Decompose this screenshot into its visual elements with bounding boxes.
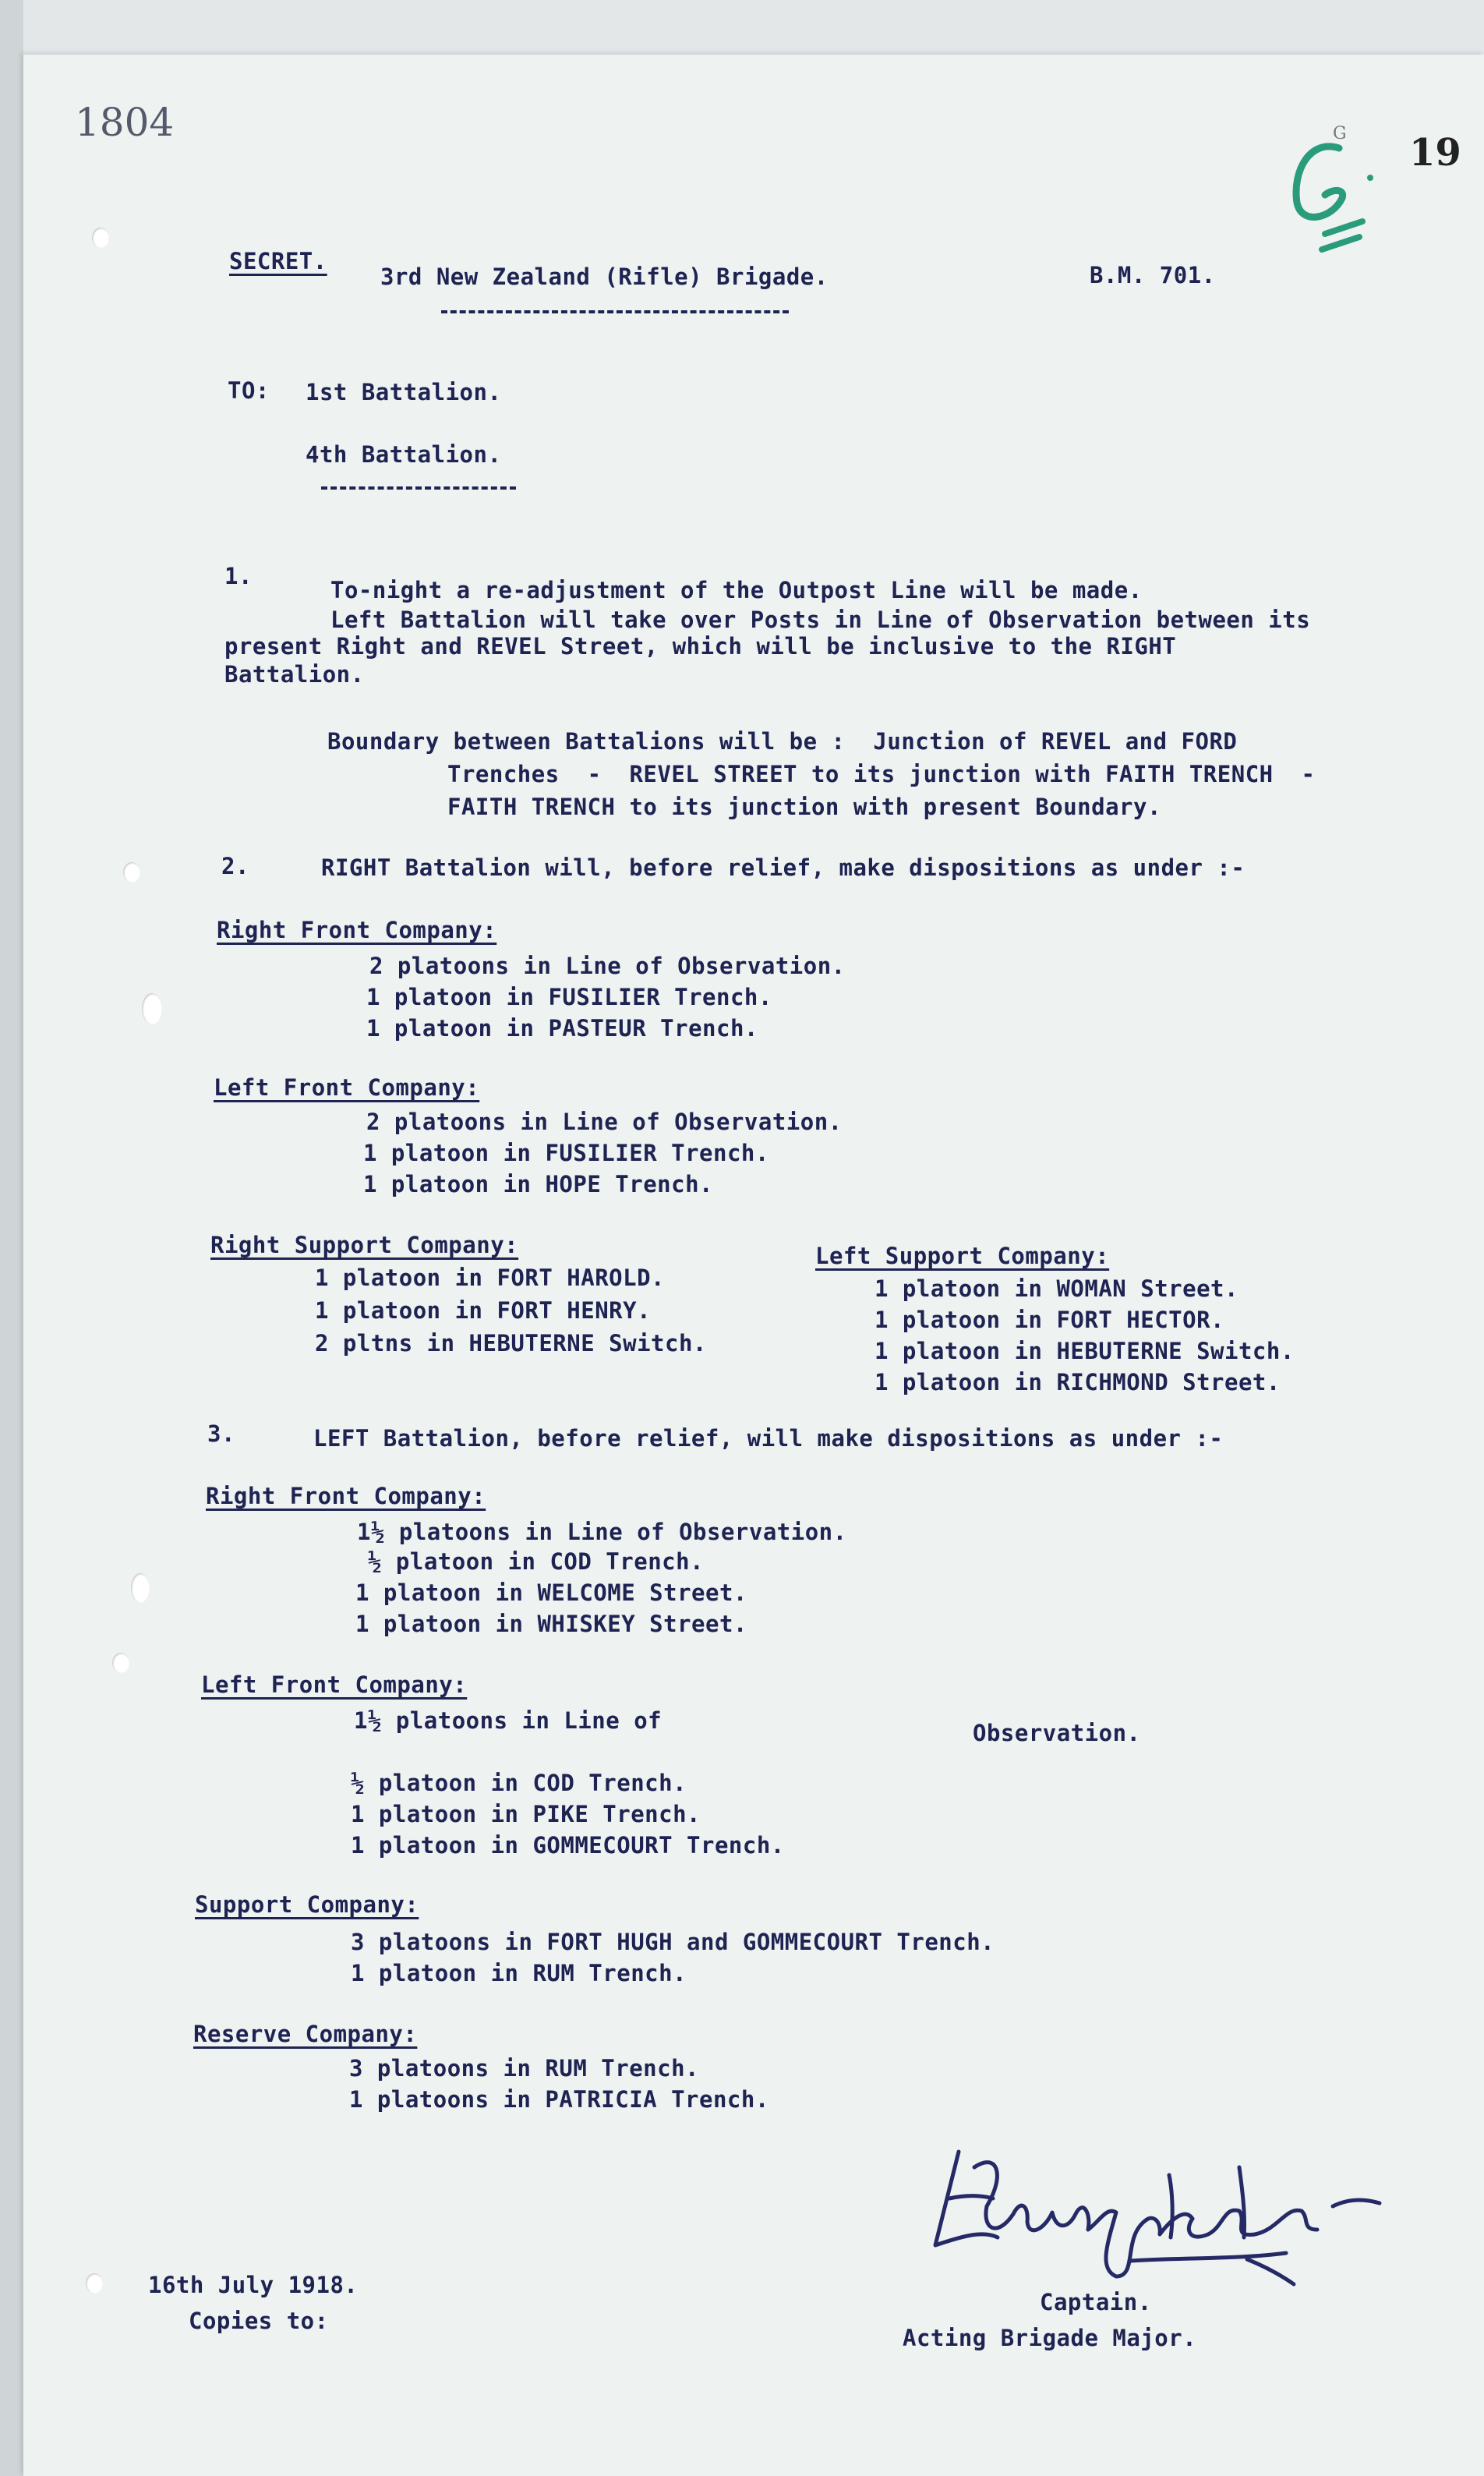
addressee-1st-battalion: 1st Battalion. [306,379,502,405]
folio-number-right: 19 [1409,131,1461,175]
addressee-underline [321,486,516,490]
para1-line2: Left Battalion will take over Posts in Line of Observation between its [330,607,1311,633]
punch-hole [142,993,162,1024]
list-item: 1 platoon in FORT HECTOR. [874,1307,1224,1333]
list-item: 1 platoon in RICHMOND Street. [874,1369,1281,1395]
para3-text: LEFT Battalion, before relief, will make dispositions as under :- [313,1425,1224,1452]
punch-hole [86,2273,103,2294]
support-company-heading: Support Company: [195,1891,419,1918]
list-item: 1 platoon in RUM Trench. [351,1960,687,1986]
para1-line4: Battalion. [224,661,365,688]
list-item: 1 platoon in PIKE Trench. [351,1801,701,1827]
list-item: 1 platoon in GOMMECOURT Trench. [351,1832,785,1859]
list-item: 1 platoon in WHISKEY Street. [355,1611,747,1637]
list-item: 1 platoon in FUSILIER Trench. [363,1140,769,1166]
date: 16th July 1918. [148,2272,359,2298]
list-item-continuation: Observation. [973,1720,1141,1746]
list-item: 2 platoons in Line of Observation. [366,1109,843,1135]
list-item: 2 pltns in HEBUTERNE Switch. [315,1330,707,1356]
para1-line1: To-night a re-adjustment of the Outpost Line will be made. [330,577,1143,603]
list-item: 1 platoon in HEBUTERNE Switch. [874,1338,1295,1364]
to-label: TO: [228,377,270,404]
document-page [23,55,1484,2476]
right-front-company-heading: Right Front Company: [206,1483,486,1509]
stamp-letter: G [1333,124,1347,143]
folio-number-left: 1804 [75,100,175,145]
handwritten-signature [912,2121,1411,2295]
para3-number: 3. [207,1420,235,1447]
list-item: ½ platoon in COD Trench. [351,1770,687,1796]
reserve-company-heading: Reserve Company: [193,2021,418,2047]
list-item: 2 platoons in Line of Observation. [369,953,846,979]
list-item: 1½ platoons in Line of [354,1707,662,1734]
left-front-company-heading: Left Front Company: [214,1074,480,1101]
punch-hole [123,862,140,883]
list-item: 1 platoon in PASTEUR Trench. [366,1015,758,1042]
boundary-line2: Trenches - REVEL STREET to its junction with FAITH TRENCH - [447,761,1316,787]
right-front-company-heading: Right Front Company: [217,917,497,943]
para2-number: 2. [221,853,249,879]
addressee-4th-battalion: 4th Battalion. [306,441,502,468]
scan-left-edge [0,0,23,2476]
list-item: 3 platoons in FORT HUGH and GOMMECOURT Trench. [351,1929,995,1955]
list-item: 1 platoons in PATRICIA Trench. [349,2086,769,2113]
boundary-line3: FAITH TRENCH to its junction with present Boundary. [447,794,1161,820]
list-item: 1 platoon in WELCOME Street. [355,1579,747,1606]
boundary-line1: Boundary between Battalions will be : Junction of REVEL and FORD [327,728,1238,755]
punch-hole [131,1573,150,1603]
punch-hole [112,1653,129,1673]
signatory-rank: Captain. [1040,2289,1152,2315]
list-item: ½ platoon in COD Trench. [368,1548,705,1575]
title-underline [441,310,789,313]
punch-hole [92,228,109,248]
list-item: 1 platoon in FUSILIER Trench. [366,984,772,1010]
list-item: 3 platoons in RUM Trench. [349,2055,699,2082]
list-item: 1 platoon in FORT HENRY. [315,1297,652,1324]
list-item: 1 platoon in HOPE Trench. [363,1171,713,1197]
list-item: 1 platoon in WOMAN Street. [874,1275,1238,1302]
reference-number: B.M. 701. [1090,262,1216,288]
para1-line3: present Right and REVEL Street, which will be inclusive to the RIGHT [224,633,1177,660]
signatory-role: Acting Brigade Major. [903,2325,1197,2351]
para2-text: RIGHT Battalion will, before relief, make dispositions as under :- [321,854,1246,881]
list-item: 1½ platoons in Line of Observation. [357,1519,847,1545]
scan-top-margin [0,0,1484,55]
para1-number: 1. [224,563,253,589]
left-support-company-heading: Left Support Company: [815,1243,1110,1269]
brigade-title: 3rd New Zealand (Rifle) Brigade. [380,264,829,290]
left-front-company-heading: Left Front Company: [201,1671,468,1698]
registry-stamp-g [1278,117,1395,268]
copies-to: Copies to: [189,2308,329,2334]
right-support-company-heading: Right Support Company: [210,1232,519,1258]
list-item: 1 platoon in FORT HAROLD. [315,1265,665,1291]
secret-marking: SECRET. [229,248,327,274]
